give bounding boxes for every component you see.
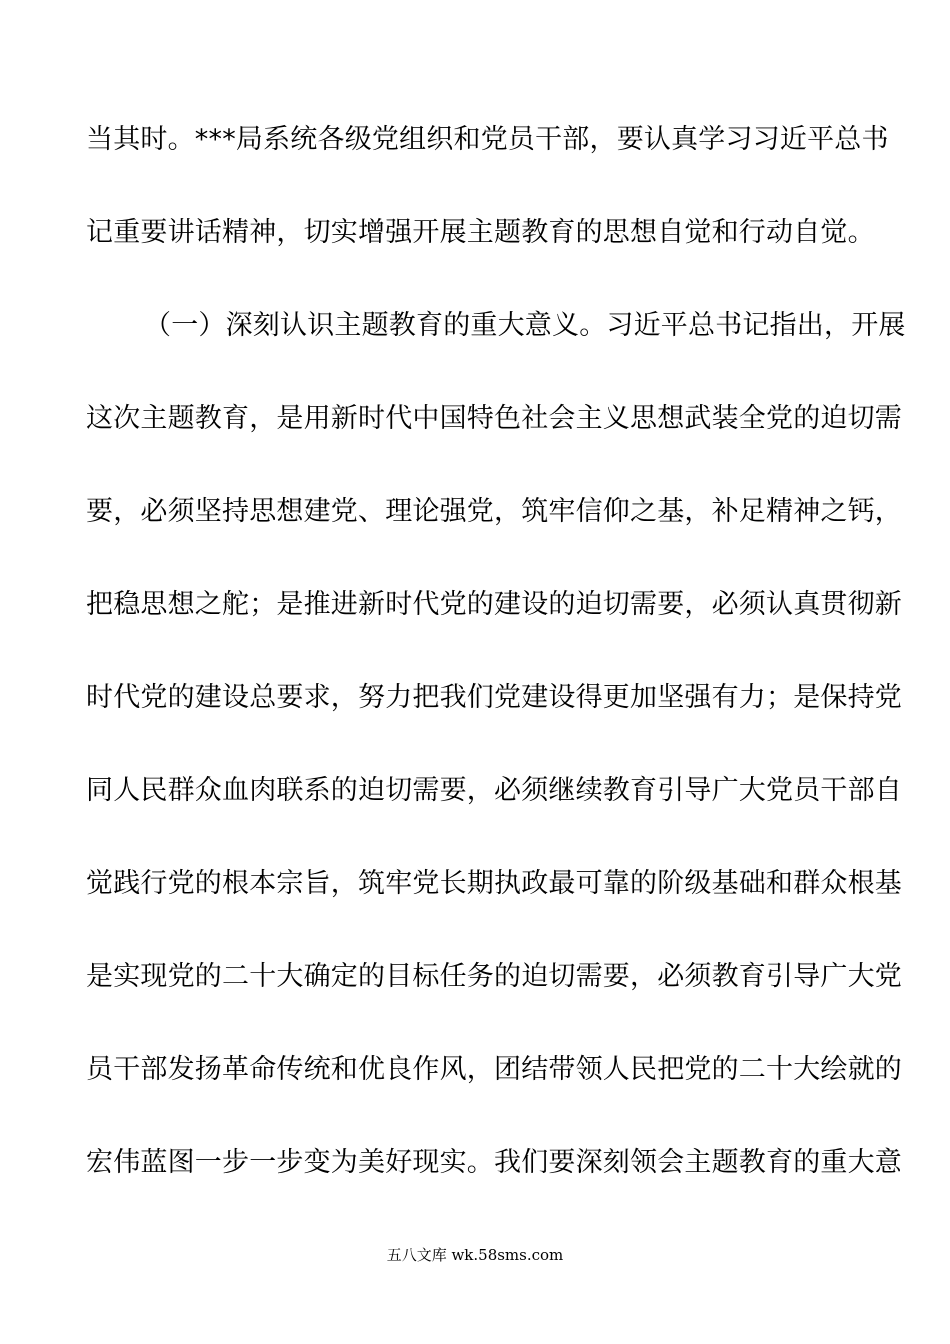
body-text-line: 要，必须坚持思想建党、理论强党，筑牢信仰之基，补足精神之钙， (86, 496, 902, 527)
body-text-line: 记重要讲话精神，切实增强开展主题教育的思想自觉和行动自觉。 (86, 217, 875, 248)
body-text-line: 这次主题教育，是用新时代中国特色社会主义思想武装全党的迫切需 (86, 403, 902, 434)
section-heading-line: （一）深刻认识主题教育的重大意义。习近平总书记指出，开展 (144, 310, 906, 341)
page-footer-watermark: 五八文库 wk.58sms.com (386, 1246, 564, 1264)
body-text-line: 宏伟蓝图一步一步变为美好现实。我们要深刻领会主题教育的重大意 (86, 1147, 902, 1178)
body-text-line: 把稳思想之舵；是推进新时代党的建设的迫切需要，必须认真贯彻新 (86, 589, 902, 620)
body-text-line: 时代党的建设总要求，努力把我们党建设得更加坚强有力；是保持党 (86, 682, 902, 713)
body-text-line: 觉践行党的根本宗旨，筑牢党长期执政最可靠的阶级基础和群众根基 (86, 868, 902, 899)
body-text-line: 当其时。***局系统各级党组织和党员干部，要认真学习习近平总书 (86, 124, 889, 155)
body-text-line: 是实现党的二十大确定的目标任务的迫切需要，必须教育引导广大党 (86, 961, 902, 992)
body-text-line: 员干部发扬革命传统和优良作风，团结带领人民把党的二十大绘就的 (86, 1054, 902, 1085)
body-text-line: 同人民群众血肉联系的迫切需要，必须继续教育引导广大党员干部自 (86, 775, 902, 806)
